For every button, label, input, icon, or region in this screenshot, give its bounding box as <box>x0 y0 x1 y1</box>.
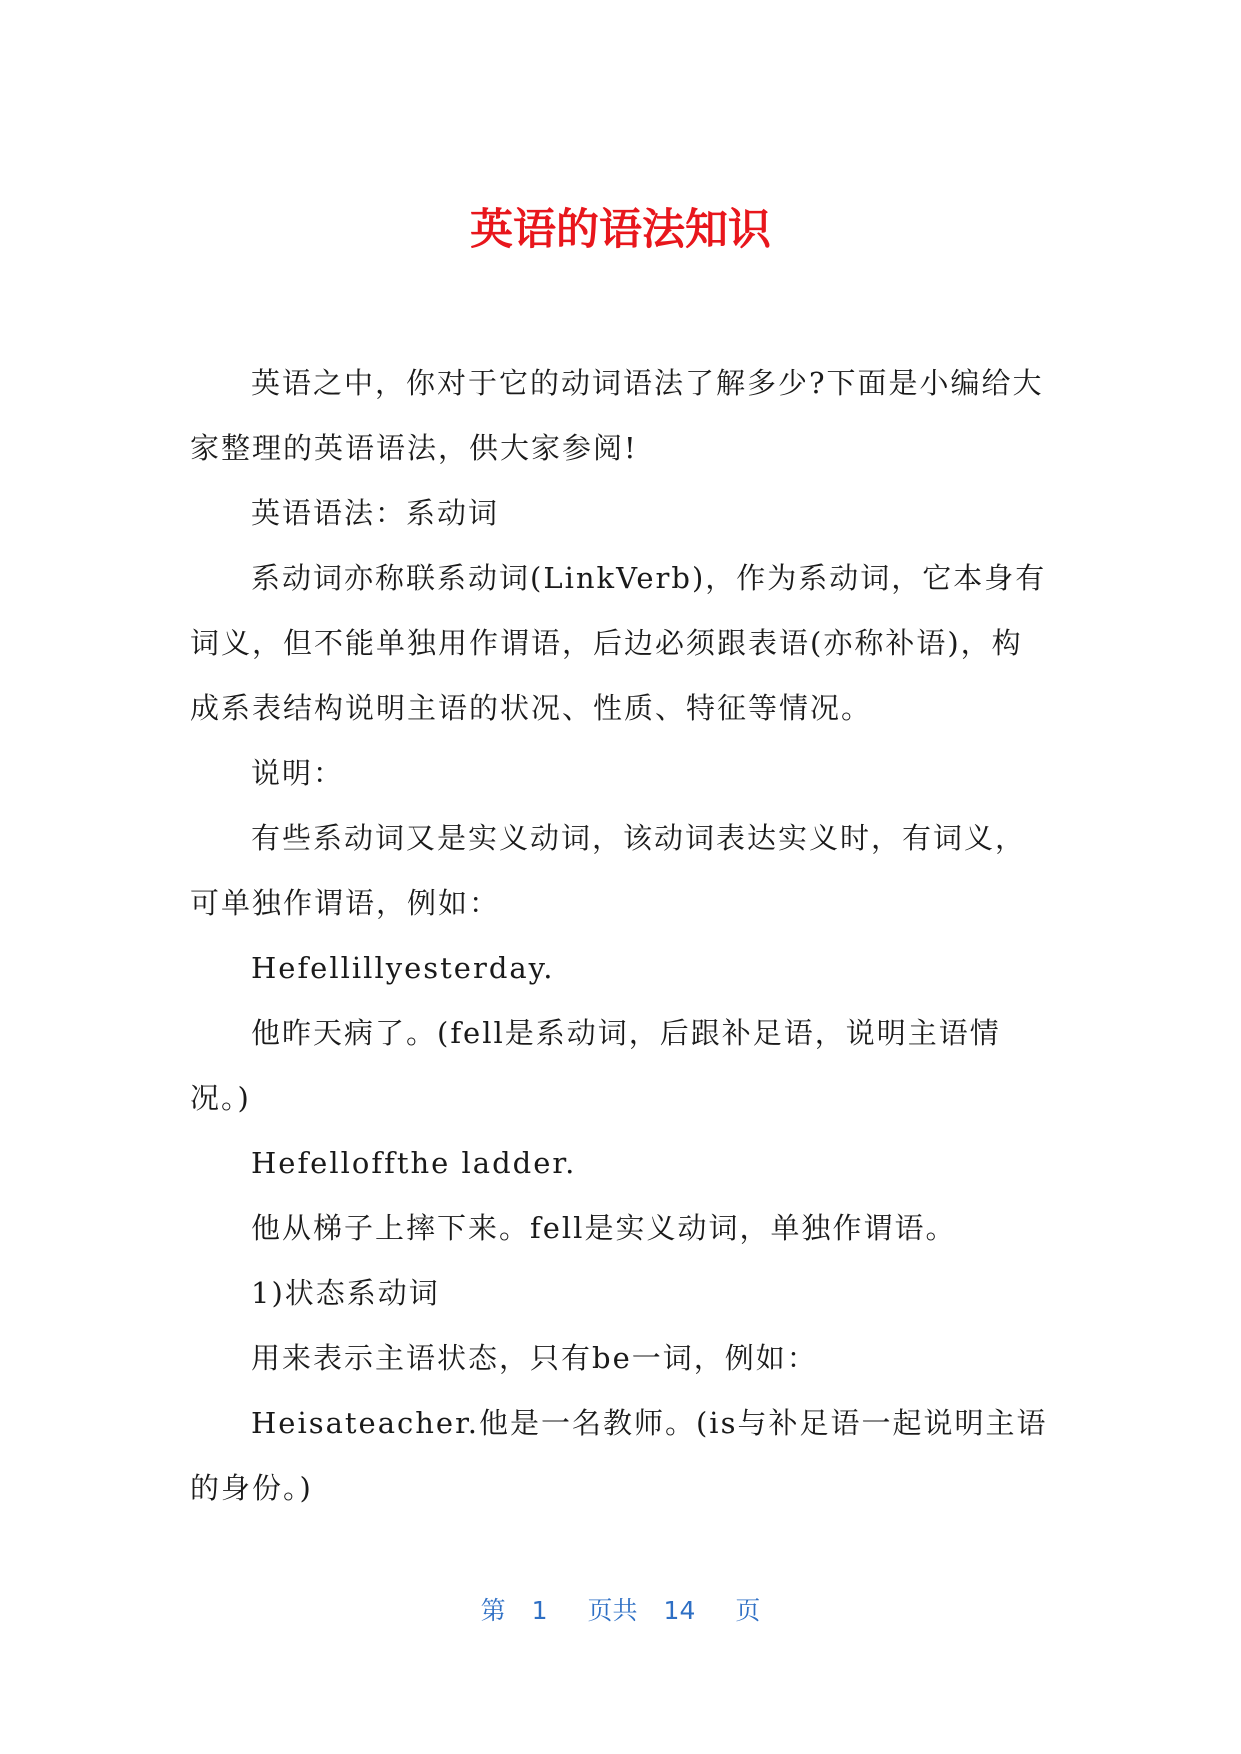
page-label-prefix: 第 <box>480 1596 506 1625</box>
paragraph: Heisateacher.他是一名教师。(is与补足语一起说明主语的身份。) <box>190 1406 1048 1505</box>
page-footer <box>0 1591 1241 1631</box>
document-title: 英语的语法知识 <box>470 205 771 255</box>
paragraph: 1)状态系动词 <box>251 1276 440 1310</box>
page-label-suffix: 页 <box>735 1596 761 1625</box>
paragraph: 说明： <box>251 756 345 790</box>
paragraph: Hefelloffthe ladder. <box>251 1146 577 1180</box>
paragraph: 英语之中，你对于它的动词语法了解多少?下面是小编给大家整理的英语语法，供大家参阅! <box>190 366 1044 465</box>
paragraph: 他从梯子上摔下来。fell是实义动词，单独作谓语。 <box>251 1211 957 1245</box>
paragraph: 用来表示主语状态，只有be一词，例如： <box>251 1341 818 1375</box>
current-page-number: 1 <box>531 1596 548 1625</box>
page-label-mid: 页共 <box>587 1596 638 1625</box>
paragraph: 他昨天病了。(fell是系动词，后跟补足语，说明主语情况。) <box>190 1016 1001 1115</box>
paragraph: 英语语法：系动词 <box>251 496 500 530</box>
paragraph: 系动词亦称联系动词(LinkVerb)，作为系动词，它本身有词义，但不能单独用作谓语，后边必须跟表语(亦称补语)，构成系表结构说明主语的状况、性质、特征等情况。 <box>190 561 1047 725</box>
paragraph: 有些系动词又是实义动词，该动词表达实义时，有词义，可单独作谓语，例如： <box>190 821 1027 920</box>
paragraph: Hefellillyesterday. <box>251 951 555 985</box>
total-pages-number: 14 <box>663 1596 696 1625</box>
document-body <box>190 351 1050 1521</box>
